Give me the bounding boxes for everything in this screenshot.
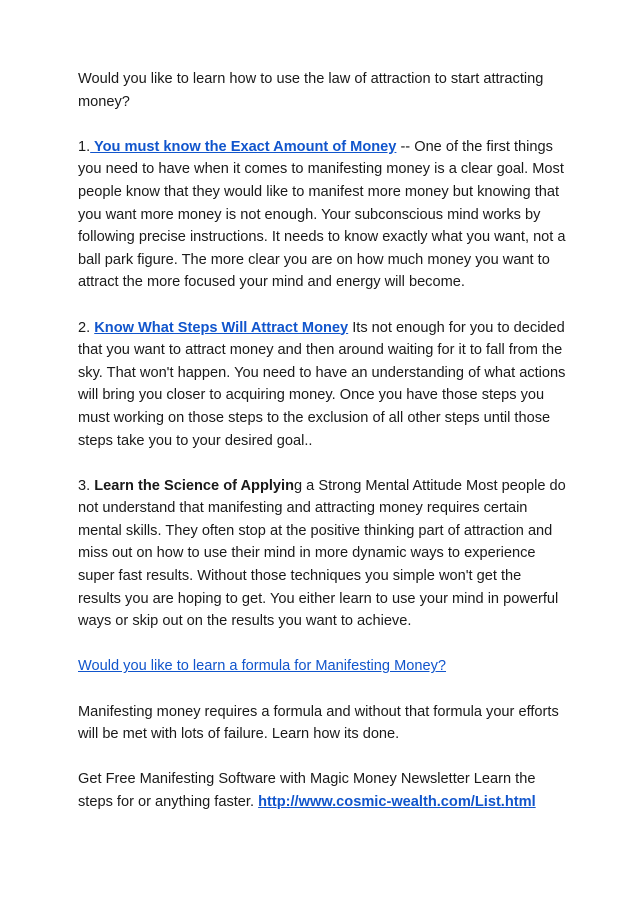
paragraph-3-number: 3. xyxy=(78,477,95,494)
paragraph-3 xyxy=(78,475,568,633)
formula-paragraph: Manifesting money requires a formula and without that formula your efforts will be met with lots of failure. Learn how its done. xyxy=(78,703,559,743)
steps-attract-money-link[interactable]: Know What Steps Will Attract Money xyxy=(94,319,349,336)
paragraph-3-text: g a Strong Mental Attitude Most people do not understand that manifesting and attracting money requires certain mental skills. They often stop at the positive thinking part of attraction and miss out on how to use their mind in more dynamic ways to experience super fast results. Without those techniques you simple won't get the results you are hoping to get. You either learn to use your mind in powerful ways or skip out on the results you want to achieve. xyxy=(78,477,566,630)
paragraph-3-heading: Learn the Science of Applyin xyxy=(94,477,294,494)
paragraph-2-number: 2. xyxy=(78,319,95,336)
intro-paragraph: Would you like to learn how to use the law of attraction to start attracting money? xyxy=(78,71,544,110)
closing-text: Get Free Manifesting Software with Magic Money Newsletter Learn the steps for or anything faster. xyxy=(78,771,536,810)
paragraph-1 xyxy=(78,136,568,294)
paragraph-2-text: Its not enough for you to decided that you want to attract money and then around waiting for it to fall from the sky. That won't happen. You need to have an understanding of what actions will bring you closer to acquiring money. Once you have those steps you must working on those steps to the exclusion of all other steps until those steps take you to your desired goal.. xyxy=(78,319,566,449)
paragraph-1-number: 1. xyxy=(78,138,91,155)
document-body xyxy=(78,68,568,836)
paragraph-2 xyxy=(78,317,568,453)
formula-link-paragraph xyxy=(78,655,568,678)
formula-link[interactable]: Would you like to learn a formula for Manifesting Money? xyxy=(78,658,447,675)
closing-paragraph xyxy=(78,768,568,813)
paragraph-1-text: -- One of the first things you need to have when it comes to manifesting money is a clear goal. Most people know that they would like to manifest more money but knowing that you want more money is not enough. Your subconscious mind works by following precise instructions. It needs to know exactly what you want, not a ball park figure. The more clear you are on how much money you want to attract the more focused your mind and energy will become. xyxy=(78,138,566,291)
cosmic-wealth-url-link[interactable]: http://www.cosmic-wealth.com/List.html xyxy=(258,794,536,810)
exact-amount-link[interactable]: You must know the Exact Amount of Money xyxy=(90,138,397,155)
